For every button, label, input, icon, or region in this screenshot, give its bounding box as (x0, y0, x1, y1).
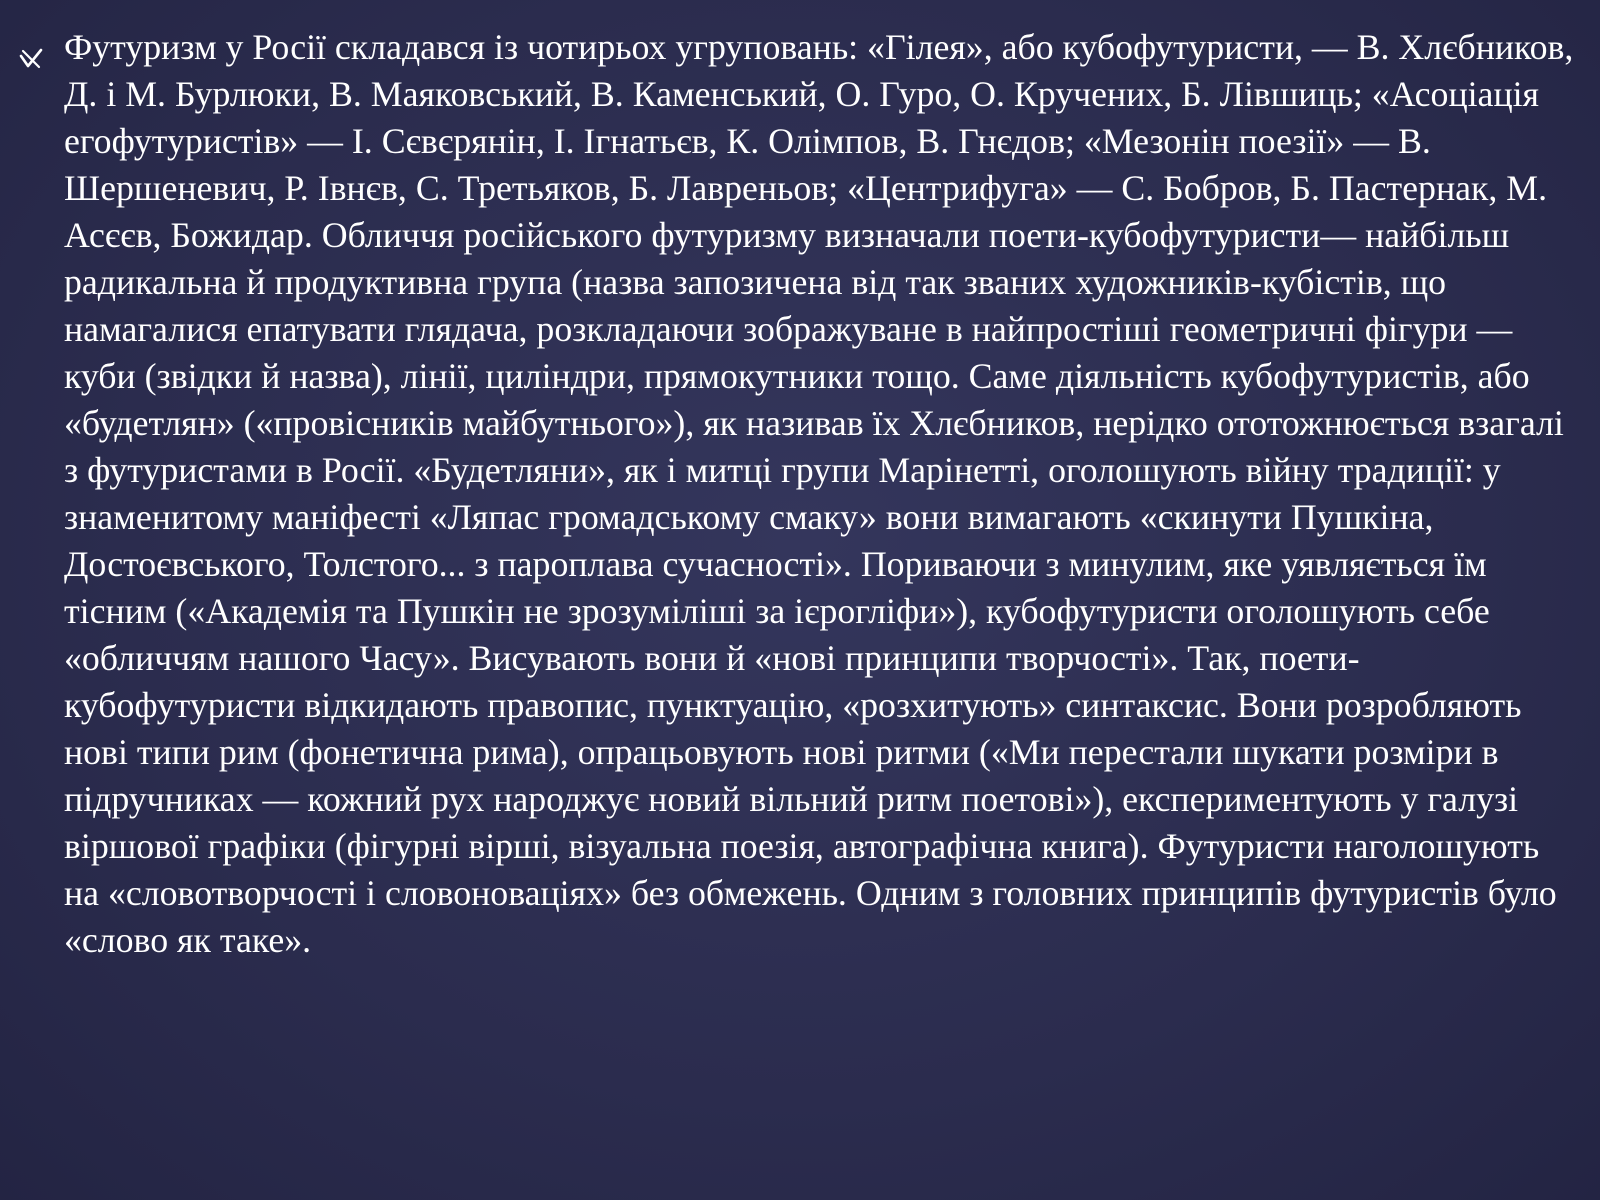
slide-body-text: Футуризм у Росії складався із чотирьох угруповань: «Гілея», або кубофутуристи, — В. Хлєбников, Д. і М. Бурлюки, В. Маяковський, В. Каменський, О. Гуро, О. Кручених, Б. Лівшиць; «Асоціація егофутуристів» — І. Сєвєрянін, І. Ігнатьєв, К. Олімпов, В. Гнєдов; «Мезонін поезії» — В. Шершеневич, Р. Івнєв, С. Третьяков, Б. Лавреньов; «Центрифуга» — С. Бобров, Б. Пастернак, М. Асєєв, Божидар. Обличчя російського футуризму визначали поети-кубофутуристи— найбільш радикальна й продуктивна група (назва запозичена від так званих художників-кубістів, що намагалися епатувати глядача, розкладаючи зображуване в найпростіші геометричні фігури — куби (звідки й назва), лінії, циліндри, прямокутники тощо. Саме діяльність кубофутуристів, або «будетлян» («провісників майбутнього»), як називав їх Хлєбников, нерідко ототожнюється взагалі з футуристами в Росії. «Будетляни», як і митці групи Марінетті, оголошують війну традиції: у знаменитому маніфесті «Ляпас громадському смаку» вони вимагають «скинути Пушкіна, Достоєвського, Толстого... з пароплава сучасності». Пориваючи з минулим, яке уявляється їм тісним («Академія та Пушкін не зрозуміліші за ієрогліфи»), кубофутуристи оголошують себе «обличчям нашого Часу». Висувають вони й «нові принципи творчості». Так, поети-кубофутуристи відкидають правопис, пунктуацію, «розхитують» синтаксис. Вони розробляють нові типи рим (фонетична рима), опрацьовують нові ритми («Ми перестали шукати розміри в підручниках — кожний рух народжує новий вільний ритм поетові»), експериментують у галузі віршової графіки (фігурні вірші, візуальна поезія, автографічна книга). Футуристи наголошують на «словотворчості і словоноваціях» без обмежень. Одним з головних принципів футуристів було «слово як таке». (64, 27, 1574, 960)
bullet-item (18, 24, 1583, 964)
crossed-checkmark-icon (18, 46, 44, 72)
